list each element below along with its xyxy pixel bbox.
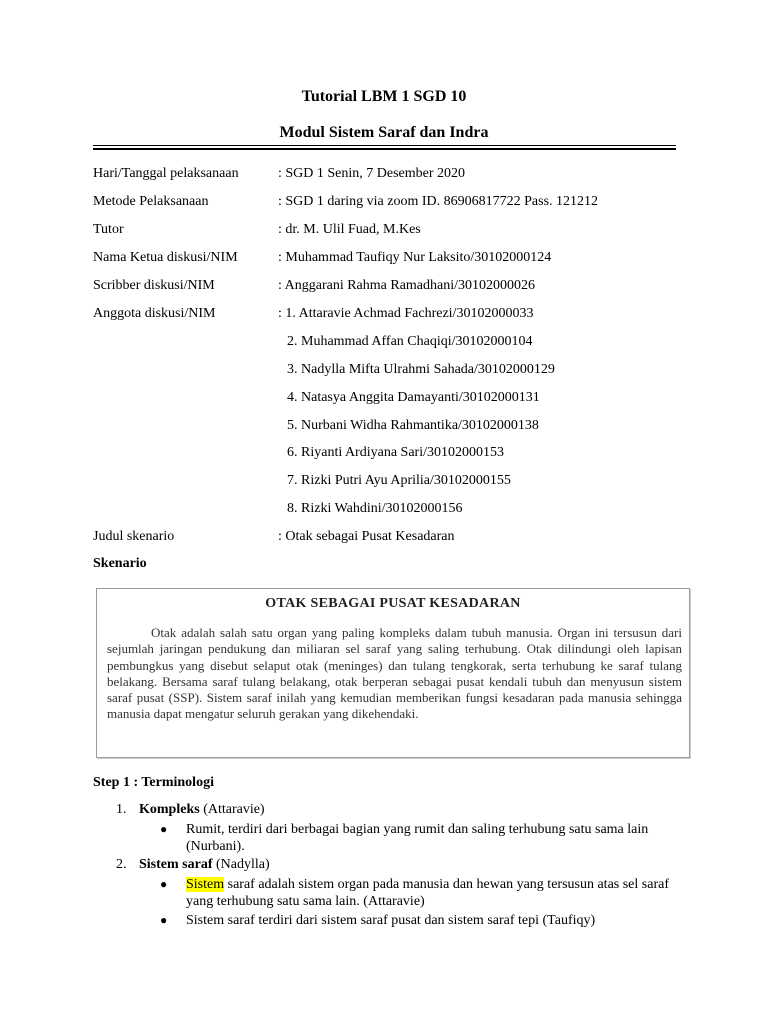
definition-bullet [160,876,680,910]
definition-rest: saraf adalah sistem organ pada manusia dan hewan yang tersusun atas sel saraf yang terhubung satu sama lain. (Attaravie) [186,877,669,909]
definition-text [186,876,680,910]
member-item: 7. Rizki Putri Ayu Aprilia/30102000155 [287,473,511,488]
info-value: : Otak sebagai Pusat Kesadaran [278,529,455,544]
scenario-box [96,588,690,758]
document-title: Tutorial LBM 1 SGD 10 [301,88,467,105]
term-contributor: (Nadylla) [212,857,270,872]
step1-heading: Step 1 : Terminologi [93,775,214,790]
bullet-icon: ● [160,822,168,836]
info-value: : 1. Attaravie Achmad Fachrezi/30102000033 [278,306,534,321]
member-item: 2. Muhammad Affan Chaqiqi/30102000104 [287,334,533,349]
bullet-icon: ● [160,877,168,891]
module-title: Modul Sistem Saraf dan Indra [279,124,489,141]
info-label: Hari/Tanggal pelaksanaan [93,166,239,181]
member-item: 8. Rizki Wahdini/30102000156 [287,501,463,516]
info-label: Nama Ketua diskusi/NIM [93,250,238,265]
member-item: 4. Natasya Anggita Damayanti/30102000131 [287,390,540,405]
info-value: : SGD 1 daring via zoom ID. 86906817722 Pass. 121212 [278,194,599,209]
definition-bullet [160,912,680,929]
scenario-text: Otak adalah salah satu organ yang paling kompleks dalam tubuh manusia. Organ ini tersusun dari sejumlah jaringan pendukung dan miliaran sel saraf yang saling terhubung. Otak dilindungi oleh lapisan pembungkus yang disebut selaput otak (meninges) dan tulang tengkorak, serta terhubung ke saraf tulang belakang. Bersama saraf tulang belakang, otak berperan sebagai pusat kendali tubuh dan menyusun sistem saraf pusat (SSP). Sistem saraf inilah yang kemudian memberikan fungsi kesadaran pada manusia sehingga manusia dapat mengatur seluruh gerakan yang dikehendaki. [107,625,682,722]
member-item: 6. Riyanti Ardiyana Sari/30102000153 [287,445,504,460]
title-divider [93,145,676,150]
term-item [116,857,270,873]
info-value: : Muhammad Taufiqy Nur Laksito/30102000124 [278,250,552,265]
term-name: Sistem saraf [139,857,213,872]
term-contributor: (Attaravie) [199,802,265,817]
info-label: Tutor [93,222,124,237]
term-item [116,802,265,818]
info-value: : Anggarani Rahma Ramadhani/30102000026 [278,278,536,293]
scenario-heading: Skenario [93,556,147,571]
term-number: 2. [116,857,127,872]
info-label: Scribber diskusi/NIM [93,278,215,293]
definition-text: Rumit, terdiri dari berbagai bagian yang rumit dan saling terhubung satu sama lain (Nurbani). [186,822,649,854]
highlighted-word: Sistem [186,877,225,892]
term-number: 1. [116,802,127,817]
scenario-title: OTAK SEBAGAI PUSAT KESADARAN [265,596,521,611]
info-label: Metode Pelaksanaan [93,194,209,209]
term-name: Kompleks [139,802,200,817]
member-item: 5. Nurbani Widha Rahmantika/30102000138 [287,418,539,433]
info-value: : SGD 1 Senin, 7 Desember 2020 [278,166,466,181]
bullet-icon: ● [160,913,168,927]
info-value: : dr. M. Ulil Fuad, M.Kes [278,222,421,237]
definition-bullet [160,821,680,855]
info-label: Judul skenario [93,529,175,544]
member-item: 3. Nadylla Mifta Ulrahmi Sahada/30102000129 [287,362,555,377]
definition-text: Sistem saraf terdiri dari sistem saraf pusat dan sistem saraf tepi (Taufiqy) [186,913,596,928]
info-label: Anggota diskusi/NIM [93,306,216,321]
